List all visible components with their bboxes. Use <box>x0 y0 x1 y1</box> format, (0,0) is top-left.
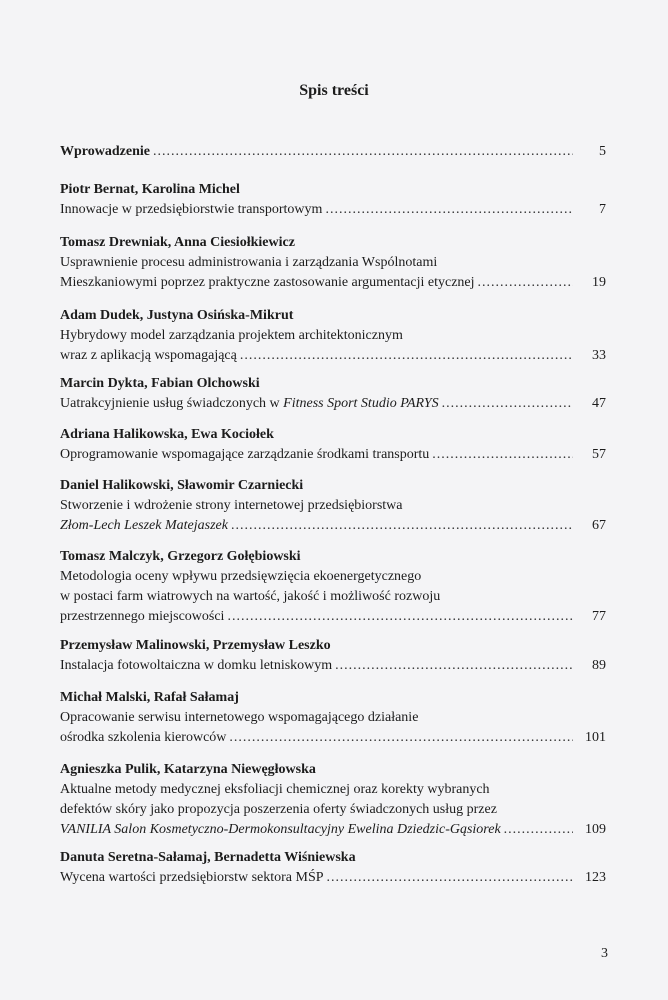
toc-page-number: 67 <box>592 518 606 533</box>
toc-page-number: 5 <box>599 144 606 159</box>
dot-leader <box>231 516 573 536</box>
toc-entry-title-cont: przestrzennego miejscowości <box>60 609 225 624</box>
toc-entry-title: Oprogramowanie wspomagające zarządzanie środkami transportu <box>60 447 430 462</box>
toc-entry-title: Wycena wartości przedsiębiorstw sektora MŚP <box>60 870 324 885</box>
toc-entry-title-cont: Złom-Lech Leszek Matejaszek <box>60 518 228 533</box>
toc-entry[interactable] <box>60 142 606 162</box>
toc-entry-title-italic: Fitness Sport Studio PARYS <box>283 396 439 411</box>
toc-entry-title-cont: defektów skóry jako propozycja poszerzenia oferty świadczonych usług przez <box>60 802 497 817</box>
toc-page-number: 109 <box>585 822 606 837</box>
toc-entry-authors: Przemysław Malinowski, Przemysław Leszko <box>60 638 331 653</box>
dot-leader <box>478 273 573 293</box>
toc-page-number: 57 <box>592 447 606 462</box>
toc-entry-authors: Agnieszka Pulik, Katarzyna Niewęgłowska <box>60 762 316 777</box>
toc-entry-line <box>60 273 606 293</box>
toc-entry-authors: Adriana Halikowska, Ewa Kociołek <box>60 427 274 442</box>
toc-entry-title-cont: ośrodka szkolenia kierowców <box>60 730 227 745</box>
toc-entry[interactable] <box>60 233 606 293</box>
toc-entry-authors: Daniel Halikowski, Sławomir Czarniecki <box>60 478 304 493</box>
toc-entry[interactable] <box>60 760 606 840</box>
dot-leader <box>335 656 573 676</box>
toc-entry-line <box>60 868 606 888</box>
toc-entry[interactable] <box>60 848 606 888</box>
toc-entry-line <box>60 728 606 748</box>
dot-leader <box>227 607 573 627</box>
toc-title: Spis treści <box>299 82 369 99</box>
toc-page-number: 47 <box>592 396 606 411</box>
toc-entry-line <box>60 607 606 627</box>
toc-entry-title-cont: VANILIA Salon Kosmetyczno-Dermokonsultacyjny Ewelina Dziedzic-Gąsiorek <box>60 822 501 837</box>
toc-entry-title-text: Uatrakcyjnienie usług świadczonych w <box>60 396 280 411</box>
toc-page-number: 19 <box>592 275 606 290</box>
toc-entry[interactable] <box>60 180 606 220</box>
toc-page-number: 101 <box>585 730 606 745</box>
toc-entry-title-cont: wraz z aplikacją wspomagającą <box>60 348 237 363</box>
dot-leader <box>325 200 573 220</box>
toc-entry-authors: Piotr Bernat, Karolina Michel <box>60 182 240 197</box>
toc-page-number: 33 <box>592 348 606 363</box>
dot-leader <box>432 445 573 465</box>
toc-entry-line <box>60 200 606 220</box>
toc-entry-title: Metodologia oceny wpływu przedsięwzięcia ekoenergetycznego <box>60 569 422 584</box>
toc-entry-title: Aktualne metody medycznej eksfoliacji chemicznej oraz korekty wybranych <box>60 782 490 797</box>
dot-leader <box>442 394 573 414</box>
toc-entry-title: Usprawnienie procesu administrowania i zarządzania Wspólnotami <box>60 255 438 270</box>
dot-leader <box>153 142 573 162</box>
toc-page-number: 123 <box>585 870 606 885</box>
toc-entry[interactable] <box>60 636 606 676</box>
toc-page-number: 77 <box>592 609 606 624</box>
toc-entry-title-cont: Mieszkaniowymi poprzez praktyczne zastosowanie argumentacji etycznej <box>60 275 475 290</box>
toc-entry-title: Wprowadzenie <box>60 144 150 159</box>
toc-entry-title-cont: w postaci farm wiatrowych na wartość, jakość i możliwość rozwoju <box>60 589 441 604</box>
toc-entry[interactable] <box>60 425 606 465</box>
toc-entry-line <box>60 346 606 366</box>
toc-entry-authors: Tomasz Drewniak, Anna Ciesiołkiewicz <box>60 235 295 250</box>
dot-leader <box>240 346 573 366</box>
toc-entry-line <box>60 394 606 414</box>
toc-entry-line <box>60 656 606 676</box>
toc-entry-authors: Tomasz Malczyk, Grzegorz Gołębiowski <box>60 549 301 564</box>
toc-entry-title: Hybrydowy model zarządzania projektem architektonicznym <box>60 328 403 343</box>
page-number: 3 <box>601 946 608 961</box>
toc-entry-line <box>60 445 606 465</box>
toc-entry-title: Stworzenie i wdrożenie strony internetowej przedsiębiorstwa <box>60 498 403 513</box>
toc-entry[interactable] <box>60 374 606 414</box>
toc-entry-title: Instalacja fotowoltaiczna w domku letniskowym <box>60 658 333 673</box>
toc-entry-title <box>60 394 439 414</box>
toc-entry-title: Opracowanie serwisu internetowego wspomagającego działanie <box>60 710 419 725</box>
dot-leader <box>504 820 573 840</box>
toc-entry-authors: Michał Malski, Rafał Sałamaj <box>60 690 239 705</box>
toc-entry-title: Innowacje w przedsiębiorstwie transportowym <box>60 202 323 217</box>
toc-entry[interactable] <box>60 547 606 627</box>
toc-entry[interactable] <box>60 688 606 748</box>
toc-entry-line <box>60 142 606 162</box>
toc-entry-line <box>60 516 606 536</box>
toc-page-number: 89 <box>592 658 606 673</box>
dot-leader <box>327 868 573 888</box>
toc-entry[interactable] <box>60 306 606 366</box>
toc-entry-authors: Adam Dudek, Justyna Osińska-Mikrut <box>60 308 294 323</box>
toc-entry-authors: Marcin Dykta, Fabian Olchowski <box>60 376 260 391</box>
toc-entry-line <box>60 820 606 840</box>
toc-page-number: 7 <box>599 202 606 217</box>
toc-entry-authors: Danuta Seretna-Sałamaj, Bernadetta Wiśniewska <box>60 850 356 865</box>
dot-leader <box>229 728 573 748</box>
toc-entry[interactable] <box>60 476 606 536</box>
